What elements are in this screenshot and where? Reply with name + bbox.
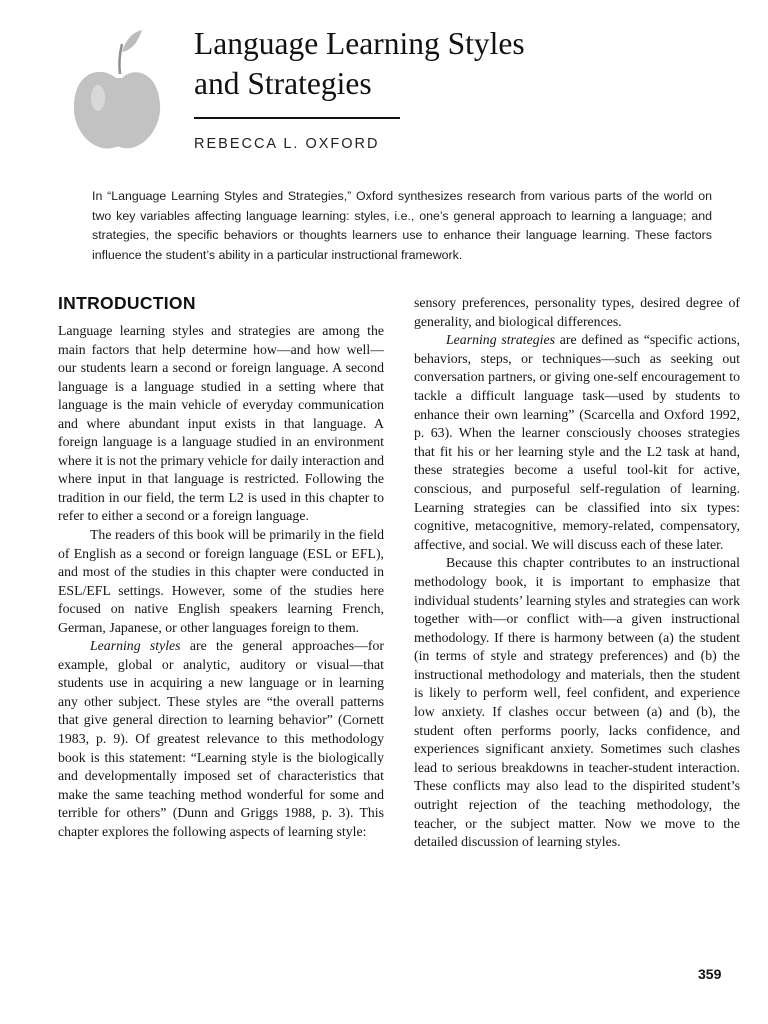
page-number: 359: [698, 966, 722, 982]
intro-paragraph-3: [58, 637, 384, 841]
apple-highlight: [91, 85, 105, 111]
intro-paragraph-2: The readers of this book will be primarily in the field of English as a second or foreign language (ESL or EFL), and most of the studies in this chapter were conducted in ESL/EFL settings. However, some of the studies here focused on native English speakers learning French, German, Japanese, or other languages foreign to them.: [58, 527, 384, 635]
strategies-paragraph: [414, 331, 740, 554]
title-rule: [194, 117, 400, 119]
left-column: [58, 292, 384, 841]
apple-leaf: [122, 30, 142, 52]
learning-styles-text: are the general approaches—for example, global or analytic, auditory or visual—that students use in acquiring a new language or in learning any other subject. These styles are “the overall patterns that give general direction to learning behavior” (Cornett 1983, p. 9). Of greatest relevance to this methodology book is this statement: “Learning style is the biologically and developmentally imposed set of characteristics that make the same teaching method wonderful for some and terrible for others” (Dunn and Griggs 1988, p. 3). This chapter explores the following aspects of learning style:: [58, 638, 385, 839]
learning-strategies-term: Learning strategies: [446, 332, 555, 348]
apple-body: [74, 72, 160, 149]
chapter-title: [194, 24, 714, 104]
learning-styles-term: Learning styles: [90, 638, 181, 654]
chapter-abstract: In “Language Learning Styles and Strategies,” Oxford synthesizes research from various parts of the world on two key variables affecting language learning: styles, i.e., one’s general approach to learning a language; and strategies, the specific behaviors or thoughts learners use to enhance their language learning. These factors influence the student’s ability in a particular instructional framework.: [92, 189, 712, 262]
apple-stem: [119, 44, 122, 74]
apple-logo-icon: [72, 26, 162, 156]
section-heading: INTRODUCTION: [58, 293, 196, 313]
author-name: REBECCA L. OXFORD: [194, 136, 380, 152]
methodology-paragraph: Because this chapter contributes to an instructional methodology book, it is important to emphasize that individual students’ learning styles and strategies can work together with—or conflict with—a given instructional methodology. If there is harmony between (a) the student (in terms of style and strategy preferences) and (b) the instructional methodology and materials, then the student is likely to perform well, feel confident, and experience low anxiety. If clashes occur between (a) and (b), the student often performs poorly, lacks confidence, and experiences significant anxiety. Sometimes such clashes lead to serious breakdowns in teacher-student interaction. These conflicts may also lead to the dispirited student’s outright rejection of the teaching methodology, the teacher, or the subject matter. Now we move to the detailed discussion of learning styles.: [414, 555, 740, 850]
continued-paragraph: sensory preferences, personality types, desired degree of generality, and biological differences.: [414, 295, 740, 329]
intro-paragraph-1: Language learning styles and strategies are among the main factors that help determine how—and how well—our students learn a second or foreign language. A second language is a language studied in a setting where that language is the main vehicle of everyday communication and where abundant input exists in that language. A foreign language is a language studied in an environment where it is not the primary vehicle for daily interaction and where input in that language is restricted. Following the tradition in our field, the term L2 is used in this chapter to refer to either a second or a foreign language.: [58, 323, 384, 524]
title-line-1: Language Learning Styles: [194, 26, 525, 61]
title-line-2: and Strategies: [194, 66, 372, 101]
learning-strategies-text: are defined as “specific actions, behaviors, steps, or techniques—such as seeking out conversation partners, or giving one-self encouragement to tackle a difficult language task—used by students to enhance their own learning” (Scarcella and Oxford 1992, p. 63). When the learner consciously chooses strategies that fit his or her learning style and the L2 task at hand, these strategies become a useful tool-kit for active, conscious, and purposeful self-regulation of learning. Learning strategies can be classified into six types: cognitive, metacognitive, memory-related, compensatory, affective, and social. We will discuss each of these later.: [414, 332, 740, 552]
right-column: [414, 294, 740, 852]
